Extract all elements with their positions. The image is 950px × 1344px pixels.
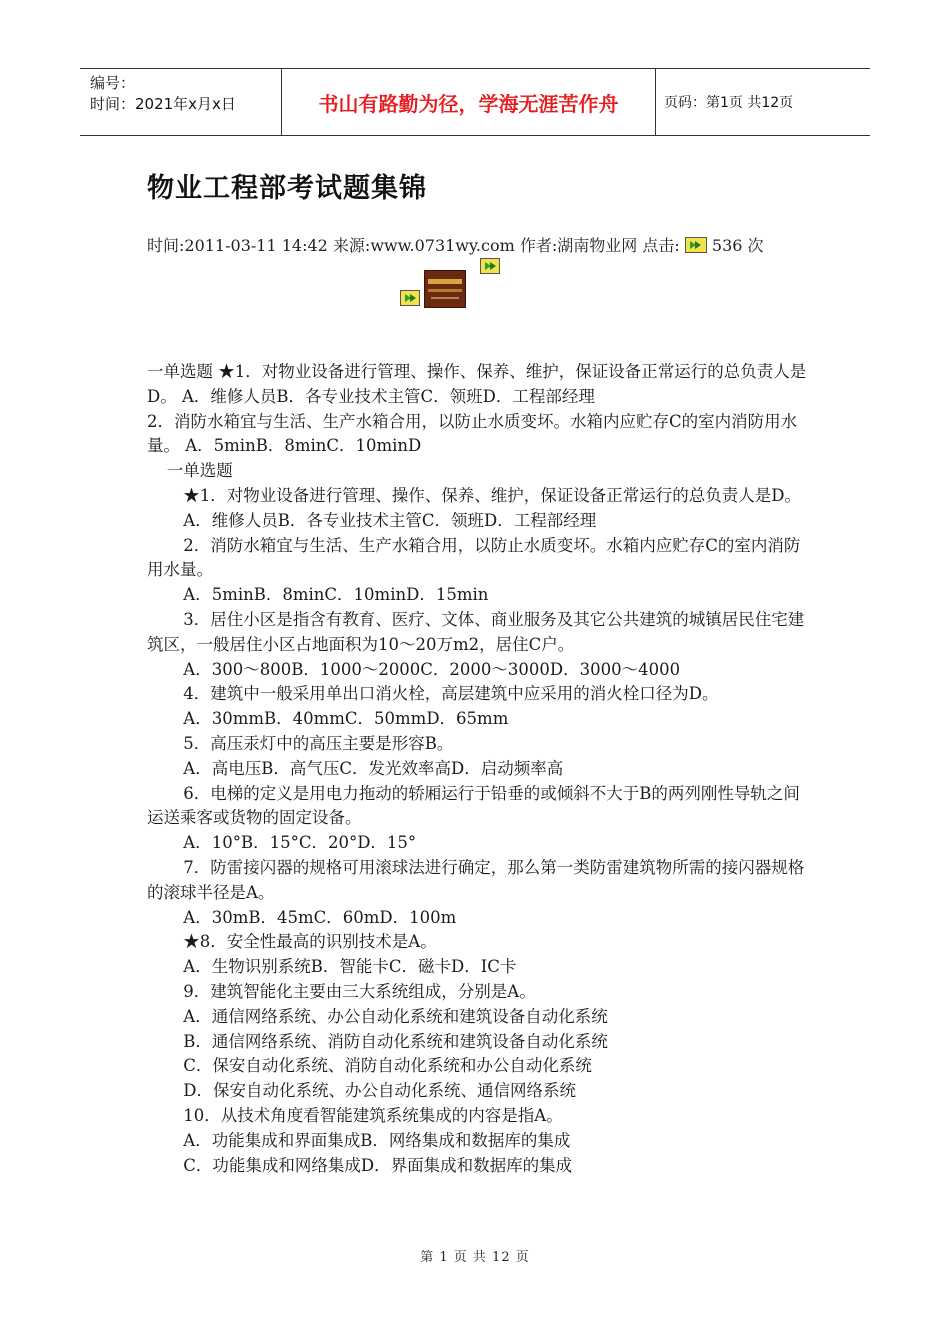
hit-counter-icon — [685, 237, 707, 253]
paragraph: A．5minB．8minC．10minD．15min — [183, 585, 489, 605]
paragraph: 10．从技术角度看智能建筑系统集成的内容是指A。 — [183, 1105, 563, 1125]
paragraph: A．通信网络系统、办公自动化系统和建筑设备自动化系统 — [183, 1006, 608, 1026]
paragraph: 6．电梯的定义是用电力拖动的轿厢运行于铅垂的或倾斜不大于B的两列刚性导轨之间运送乘客或货物的固定设备。 — [147, 783, 800, 828]
paragraph: A．维修人员B．各专业技术主管C．领班D．工程部经理 — [183, 510, 597, 530]
paragraph: 一单选题 ★1．对物业设备进行管理、操作、保养、维护，保证设备正常运行的总负责人是D。 A．维修人员B．各专业技术主管C．领班D．工程部经理 — [147, 362, 807, 406]
number-label: 编号： — [90, 74, 136, 92]
page-footer: 第 1 页 共 12 页 — [420, 1250, 530, 1265]
header-page-info: 页码：第1页 共12页 — [664, 95, 794, 111]
paragraph: 2．消防水箱宜与生活、生产水箱合用，以防止水质变坏。水箱内应贮存C的室内消防用水量。 — [147, 535, 801, 580]
paragraph: B．通信网络系统、消防自动化系统和建筑设备自动化系统 — [183, 1031, 608, 1051]
meta-line: 时间:2011-03-11 14:42 来源:www.0731wy.com 作者:湖南物业网 点击: — [147, 236, 680, 255]
article-meta — [147, 233, 764, 256]
header-slogan: 书山有路勤为径，学海无涯苦作舟 — [282, 69, 656, 135]
paragraph: 4．建筑中一般采用单出口消火栓，高层建筑中应采用的消火栓口径为D。 — [183, 684, 719, 704]
paragraph: A．功能集成和界面集成B．网络集成和数据库的集成 — [183, 1130, 571, 1150]
paragraph: A．10°B．15°C．20°D．15° — [183, 833, 417, 853]
page-header — [80, 68, 870, 136]
paragraph: ★1．对物业设备进行管理、操作、保养、维护，保证设备正常运行的总负责人是D。 — [183, 485, 802, 505]
paragraph: A．高电压B．高气压C．发光效率高D．启动频率高 — [183, 758, 564, 778]
paragraph: A．300～800B．1000～2000C．2000～3000D．3000～4000 — [183, 659, 681, 679]
paragraph: C．保安自动化系统、消防自动化系统和办公自动化系统 — [183, 1056, 592, 1076]
paragraph: A．30mmB．40mmC．50mmD．65mm — [183, 709, 509, 729]
paragraph: 9．建筑智能化主要由三大系统组成，分别是A。 — [183, 981, 536, 1001]
site-banner-image[interactable] — [424, 270, 466, 308]
paragraph: A．生物识别系统B．智能卡C．磁卡D．IC卡 — [183, 957, 517, 977]
paragraph: 5．高压汞灯中的高压主要是形容B。 — [183, 733, 454, 753]
time-label: 时间：2021年x月x日 — [90, 95, 236, 113]
paragraph: C．功能集成和网络集成D．界面集成和数据库的集成 — [183, 1155, 573, 1175]
header-left-cell — [80, 69, 282, 135]
page-title: 物业工程部考试题集锦 — [147, 173, 427, 204]
paragraph: A．30mB．45mC．60mD．100m — [183, 907, 457, 927]
paragraph: 7．防雷接闪器的规格可用滚球法进行确定，那么第一类防雷建筑物所需的接闪器规格的滚球半径是A。 — [147, 857, 805, 902]
article-body — [147, 360, 807, 1178]
paragraph: ★8．安全性最高的识别技术是A。 — [183, 932, 437, 952]
arrow-icon — [400, 290, 420, 306]
paragraph: 一单选题 — [166, 461, 233, 481]
paragraph: D．保安自动化系统、办公自动化系统、通信网络系统 — [183, 1081, 577, 1101]
paragraph: 2．消防水箱宜与生活、生产水箱合用，以防止水质变坏。水箱内应贮存C的室内消防用水量。 A．5minB．8minC．10minD — [147, 411, 798, 456]
click-count: 536 次 — [711, 236, 764, 255]
arrow-icon — [480, 258, 500, 274]
paragraph: 3．居住小区是指含有教育、医疗、文体、商业服务及其它公共建筑的城镇居民住宅建筑区，一般居住小区占地面积为10～20万m2，居住C户。 — [147, 609, 805, 654]
